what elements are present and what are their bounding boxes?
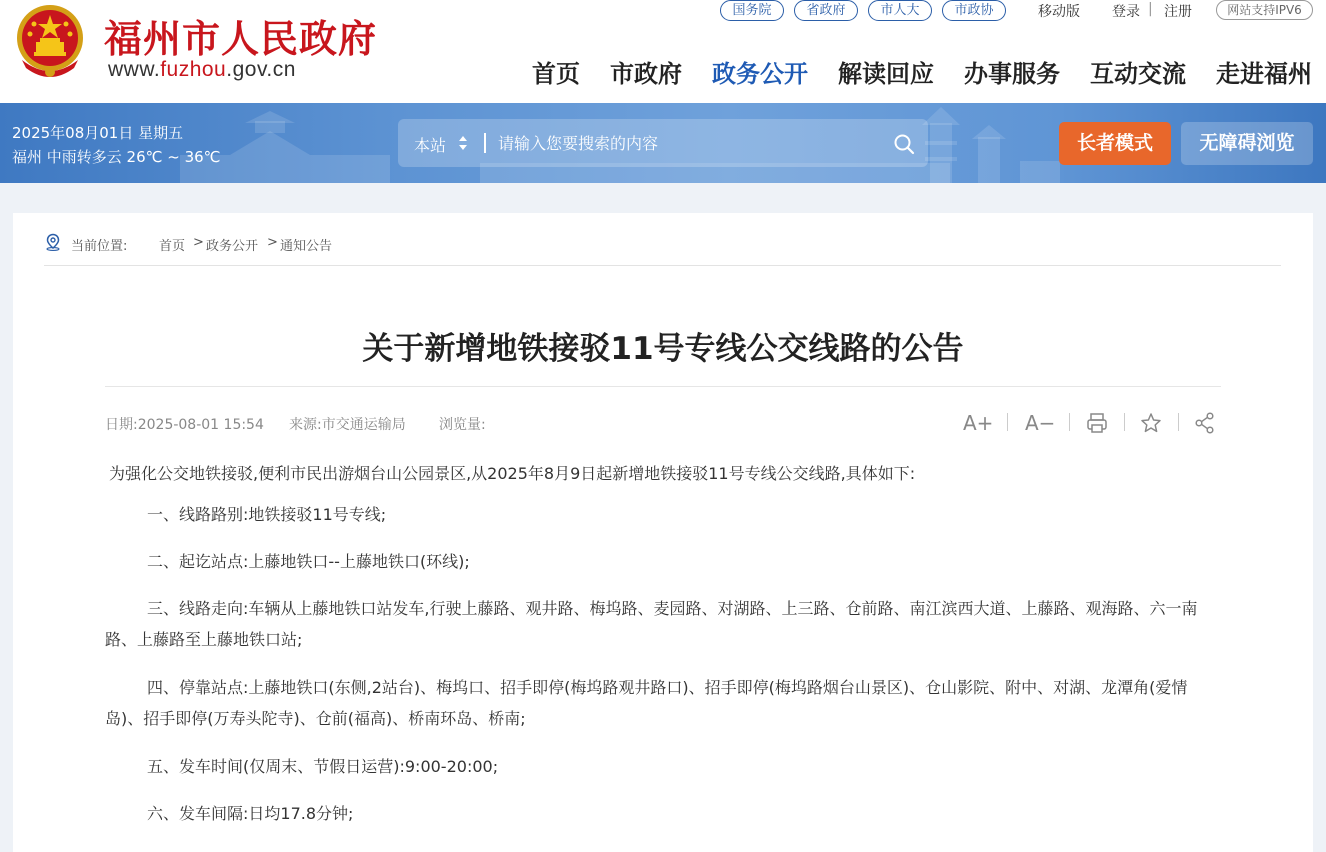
- ipv6-badge: 网站支持IPV6: [1216, 0, 1313, 20]
- register-link[interactable]: 注册: [1164, 4, 1192, 20]
- article-title: 关于新增地铁接驳11号专线公交线路的公告: [362, 331, 964, 367]
- accessibility-button[interactable]: 无障碍浏览: [1181, 122, 1313, 165]
- search-divider: [484, 133, 486, 153]
- source-value: 市交通运输局: [321, 417, 406, 433]
- breadcrumb-home[interactable]: 首页: [159, 239, 186, 254]
- mobile-version-link[interactable]: 移动版: [1038, 4, 1080, 20]
- breadcrumb-separator: >: [193, 235, 204, 250]
- article-paragraph-3: 三、线路走向:车辆从上藤地铁口站发车,行驶上藤路、观井路、梅坞路、麦园路、对湖路、上三路、仓前路、南江滨西大道、上藤路、观海路、六一南路、上藤路至上藤地铁口站;: [105, 599, 1198, 649]
- site-header: [0, 0, 1326, 103]
- title-divider: [105, 386, 1221, 387]
- breadcrumb-label: 当前位置:: [71, 239, 128, 254]
- nav-interpretation[interactable]: 解读回应: [838, 60, 934, 88]
- link-city-congress[interactable]: 市人大: [868, 0, 932, 21]
- nav-home[interactable]: 首页: [532, 60, 580, 88]
- search-scope-select[interactable]: 本站: [414, 136, 447, 155]
- link-city-cppcc[interactable]: 市政协: [942, 0, 1006, 21]
- date-label: 日期:: [105, 417, 138, 433]
- search-box: [398, 119, 928, 167]
- site-url-suffix: .gov.cn: [226, 58, 296, 81]
- article-card: [13, 213, 1313, 852]
- print-icon[interactable]: [1086, 411, 1108, 435]
- login-link[interactable]: 登录: [1112, 4, 1140, 20]
- article-paragraph-1: 一、线路路别:地铁接驳11号专线;: [147, 505, 387, 524]
- breadcrumb-divider: [44, 265, 1281, 266]
- font-smaller-label: A−: [1025, 411, 1056, 435]
- font-smaller-button[interactable]: [1025, 411, 1055, 435]
- nav-interaction[interactable]: 互动交流: [1090, 60, 1186, 88]
- link-state-council[interactable]: 国务院: [720, 0, 784, 21]
- banner: [0, 103, 1326, 183]
- search-icon[interactable]: [892, 132, 916, 156]
- article-paragraph-5: 五、发车时间(仅周末、节假日运营):9:00-20:00;: [147, 757, 499, 776]
- location-pin-icon: [44, 233, 62, 251]
- article-paragraph-4: 四、停靠站点:上藤地铁口(东侧,2站台)、梅坞口、招手即停(梅坞路观井路口)、招手即停(梅坞路烟台山景区)、仓山影院、附中、对湖、龙潭角(爱情岛)、招手即停(万寿头陀寺)、仓前(福高)、桥南环岛、桥南;: [105, 678, 1188, 728]
- elder-mode-button[interactable]: 长者模式: [1059, 122, 1171, 165]
- search-input[interactable]: [498, 129, 878, 157]
- font-larger-label: A+: [963, 411, 994, 435]
- link-provincial-gov[interactable]: 省政府: [794, 0, 858, 21]
- breadcrumb-notices[interactable]: 通知公告: [280, 239, 333, 254]
- site-url-domain: fuzhou: [160, 58, 227, 81]
- main-nav: [0, 54, 1326, 90]
- nav-city-gov[interactable]: 市政府: [610, 60, 682, 88]
- site-url-prefix: www.: [108, 58, 161, 81]
- nav-about-fuzhou[interactable]: 走进福州: [1216, 60, 1312, 88]
- article-paragraph-6: 六、发车间隔:日均17.8分钟;: [147, 804, 354, 823]
- tool-separator: [1069, 413, 1070, 431]
- share-icon[interactable]: [1194, 411, 1216, 435]
- nav-gov-affairs[interactable]: 政务公开: [712, 60, 808, 88]
- weather-info: 福州 中雨转多云 26℃ ~ 36℃: [12, 148, 221, 166]
- article-views: 浏览量:: [439, 417, 486, 433]
- breadcrumb-separator: >: [267, 235, 278, 250]
- login-separator: |: [1148, 1, 1153, 17]
- source-label: 来源:: [289, 417, 322, 433]
- article-date: [105, 414, 264, 434]
- nav-services[interactable]: 办事服务: [964, 60, 1060, 88]
- article-paragraph-intro: 为强化公交地铁接驳,便利市民出游烟台山公园景区,从2025年8月9日起新增地铁接驳11号专线公交线路,具体如下:: [109, 464, 916, 483]
- breadcrumb-gov-affairs[interactable]: 政务公开: [206, 239, 259, 254]
- current-date: 2025年08月01日 星期五: [12, 124, 184, 142]
- date-value: 2025-08-01 15:54: [137, 417, 264, 433]
- sort-arrows-icon[interactable]: [458, 134, 468, 152]
- tool-separator: [1178, 413, 1179, 431]
- site-title[interactable]: 福州市人民政府: [104, 16, 378, 61]
- font-larger-button[interactable]: [963, 411, 993, 435]
- tool-separator: [1124, 413, 1125, 431]
- tool-separator: [1007, 413, 1008, 431]
- star-icon[interactable]: [1140, 411, 1162, 435]
- article-paragraph-2: 二、起讫站点:上藤地铁口--上藤地铁口(环线);: [147, 552, 470, 571]
- article-source: [289, 414, 406, 434]
